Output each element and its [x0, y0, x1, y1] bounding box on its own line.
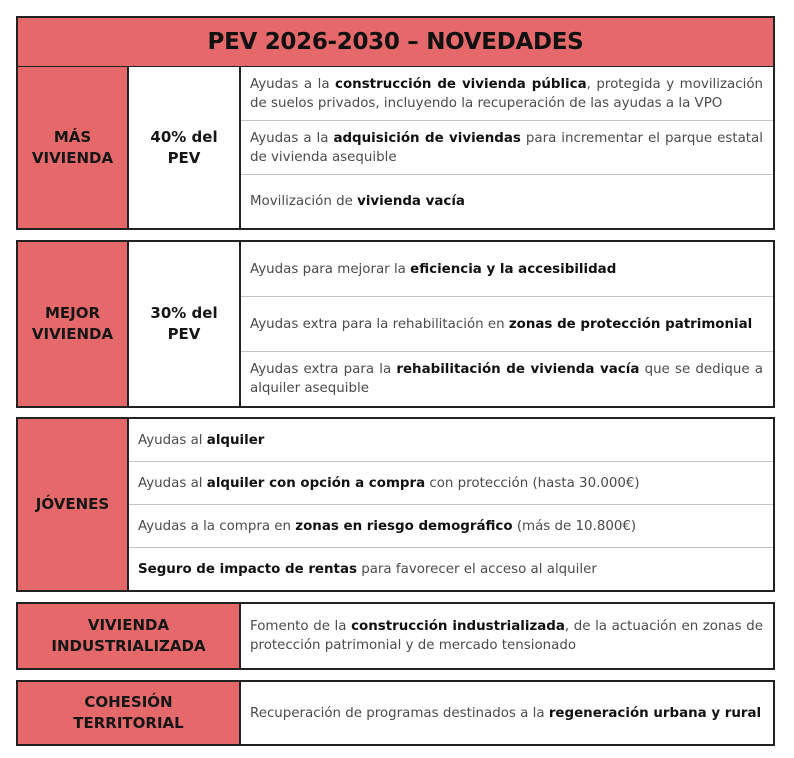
measure-text: [250, 360, 763, 398]
measure-highlight: alquiler con opción a compra: [206, 475, 426, 491]
category-line-2: VIVIENDA: [31, 148, 114, 167]
measure-text: [250, 192, 763, 211]
category-line-2: VIVIENDA: [31, 325, 114, 343]
measure-text: [138, 474, 763, 493]
measure-highlight: adquisición de viviendas: [333, 130, 521, 146]
measure-highlight: Seguro de impacto de rentas: [138, 561, 357, 577]
measure-fragment: Ayudas al: [138, 475, 207, 491]
category-label: [18, 604, 241, 668]
table-header: [16, 16, 775, 67]
measure-fragment: Ayudas para mejorar la: [250, 261, 411, 277]
measure-fragment: Ayudas extra para la: [250, 362, 397, 377]
measure-item: [129, 547, 773, 590]
measure-list: [241, 67, 773, 228]
measure-fragment: Ayudas extra para la rehabilitación en: [250, 316, 509, 332]
measure-highlight: zonas en riesgo demográfico: [295, 518, 513, 534]
category-line-1: JÓVENES: [35, 495, 110, 513]
page-title: PEV 2026-2030 – NOVEDADES: [207, 29, 584, 55]
measure-fragment: Ayudas a la: [250, 130, 334, 146]
measure-highlight: alquiler: [206, 432, 265, 448]
measure-item: [241, 682, 773, 744]
category-line-1: MÁS: [53, 127, 92, 146]
section-jovenes: [16, 417, 775, 592]
measure-item: [241, 604, 773, 668]
measure-highlight: zonas de protección patrimonial: [508, 316, 753, 332]
category-line-1: MEJOR: [44, 304, 101, 322]
measure-list: [241, 682, 773, 744]
measure-text: [250, 75, 763, 113]
budget-share: [129, 67, 241, 228]
measure-highlight: vivienda vacía: [357, 194, 465, 209]
measure-list: [129, 419, 773, 590]
category-label: [18, 242, 129, 406]
category-line-1: VIVIENDA: [87, 616, 170, 634]
category-line-2: INDUSTRIALIZADA: [51, 637, 206, 655]
section-cohesion-territorial: [16, 680, 775, 746]
measure-item: [241, 174, 773, 228]
measure-text: [138, 431, 763, 450]
measure-item: [241, 242, 773, 296]
measure-fragment: , protegida y movilización de suelos privados, incluyendo la recuperación de las ayudas a la VPO: [250, 76, 763, 111]
measure-item: [241, 351, 773, 406]
measure-item: [241, 67, 773, 120]
measure-fragment: para incrementar el parque estatal de vivienda asequible: [250, 130, 763, 165]
section-mejor-vivienda: [16, 240, 775, 408]
measure-text: [250, 617, 763, 655]
measure-item: [129, 419, 773, 461]
measure-item: [241, 296, 773, 351]
share-line-1: 40% del: [150, 127, 218, 146]
measure-highlight: construcción de vivienda pública: [335, 76, 587, 92]
measure-list: [241, 604, 773, 668]
measure-item: [129, 504, 773, 547]
share-line-2: PEV: [167, 148, 201, 167]
measure-item: [129, 461, 773, 504]
measure-highlight: rehabilitación de vivienda vacía: [396, 362, 640, 377]
measure-highlight: regeneración urbana y rural: [548, 705, 762, 721]
measure-fragment: con protección (hasta 30.000€): [425, 475, 640, 491]
measure-fragment: Ayudas al: [138, 432, 207, 448]
measure-text: [250, 129, 763, 167]
measure-item: [241, 120, 773, 174]
budget-share: [129, 242, 241, 406]
measure-fragment: Fomento de la: [250, 619, 352, 634]
section-mas-vivienda: [16, 66, 775, 230]
measure-fragment: para favorecer el acceso al alquiler: [356, 561, 597, 577]
measure-fragment: Movilización de: [250, 194, 358, 209]
measure-fragment: que se dedique a alquiler asequible: [250, 362, 763, 396]
share-line-1: 30% del: [150, 304, 218, 322]
measure-fragment: Recuperación de programas destinados a la: [250, 705, 549, 721]
measure-text: [250, 315, 763, 334]
measure-fragment: Ayudas a la compra en: [138, 518, 296, 534]
measure-text: [250, 260, 763, 279]
category-line-2: TERRITORIAL: [73, 714, 184, 732]
measure-fragment: (más de 10.800€): [512, 518, 637, 534]
measure-fragment: , de la actuación en zonas de protección patrimonial y de mercado tensionado: [250, 619, 763, 653]
category-label: [18, 419, 129, 590]
measure-text: [138, 560, 763, 579]
section-vivienda-industrializada: [16, 602, 775, 670]
measure-text: [250, 704, 763, 723]
category-label: [18, 682, 241, 744]
measure-highlight: construcción industrializada: [351, 619, 565, 634]
measure-text: [138, 517, 763, 536]
category-line-1: COHESIÓN: [84, 693, 173, 711]
measure-highlight: eficiencia y la accesibilidad: [410, 261, 617, 277]
share-line-2: PEV: [167, 325, 201, 343]
category-label: [18, 67, 129, 228]
measure-fragment: Ayudas a la: [250, 76, 336, 92]
measure-list: [241, 242, 773, 406]
